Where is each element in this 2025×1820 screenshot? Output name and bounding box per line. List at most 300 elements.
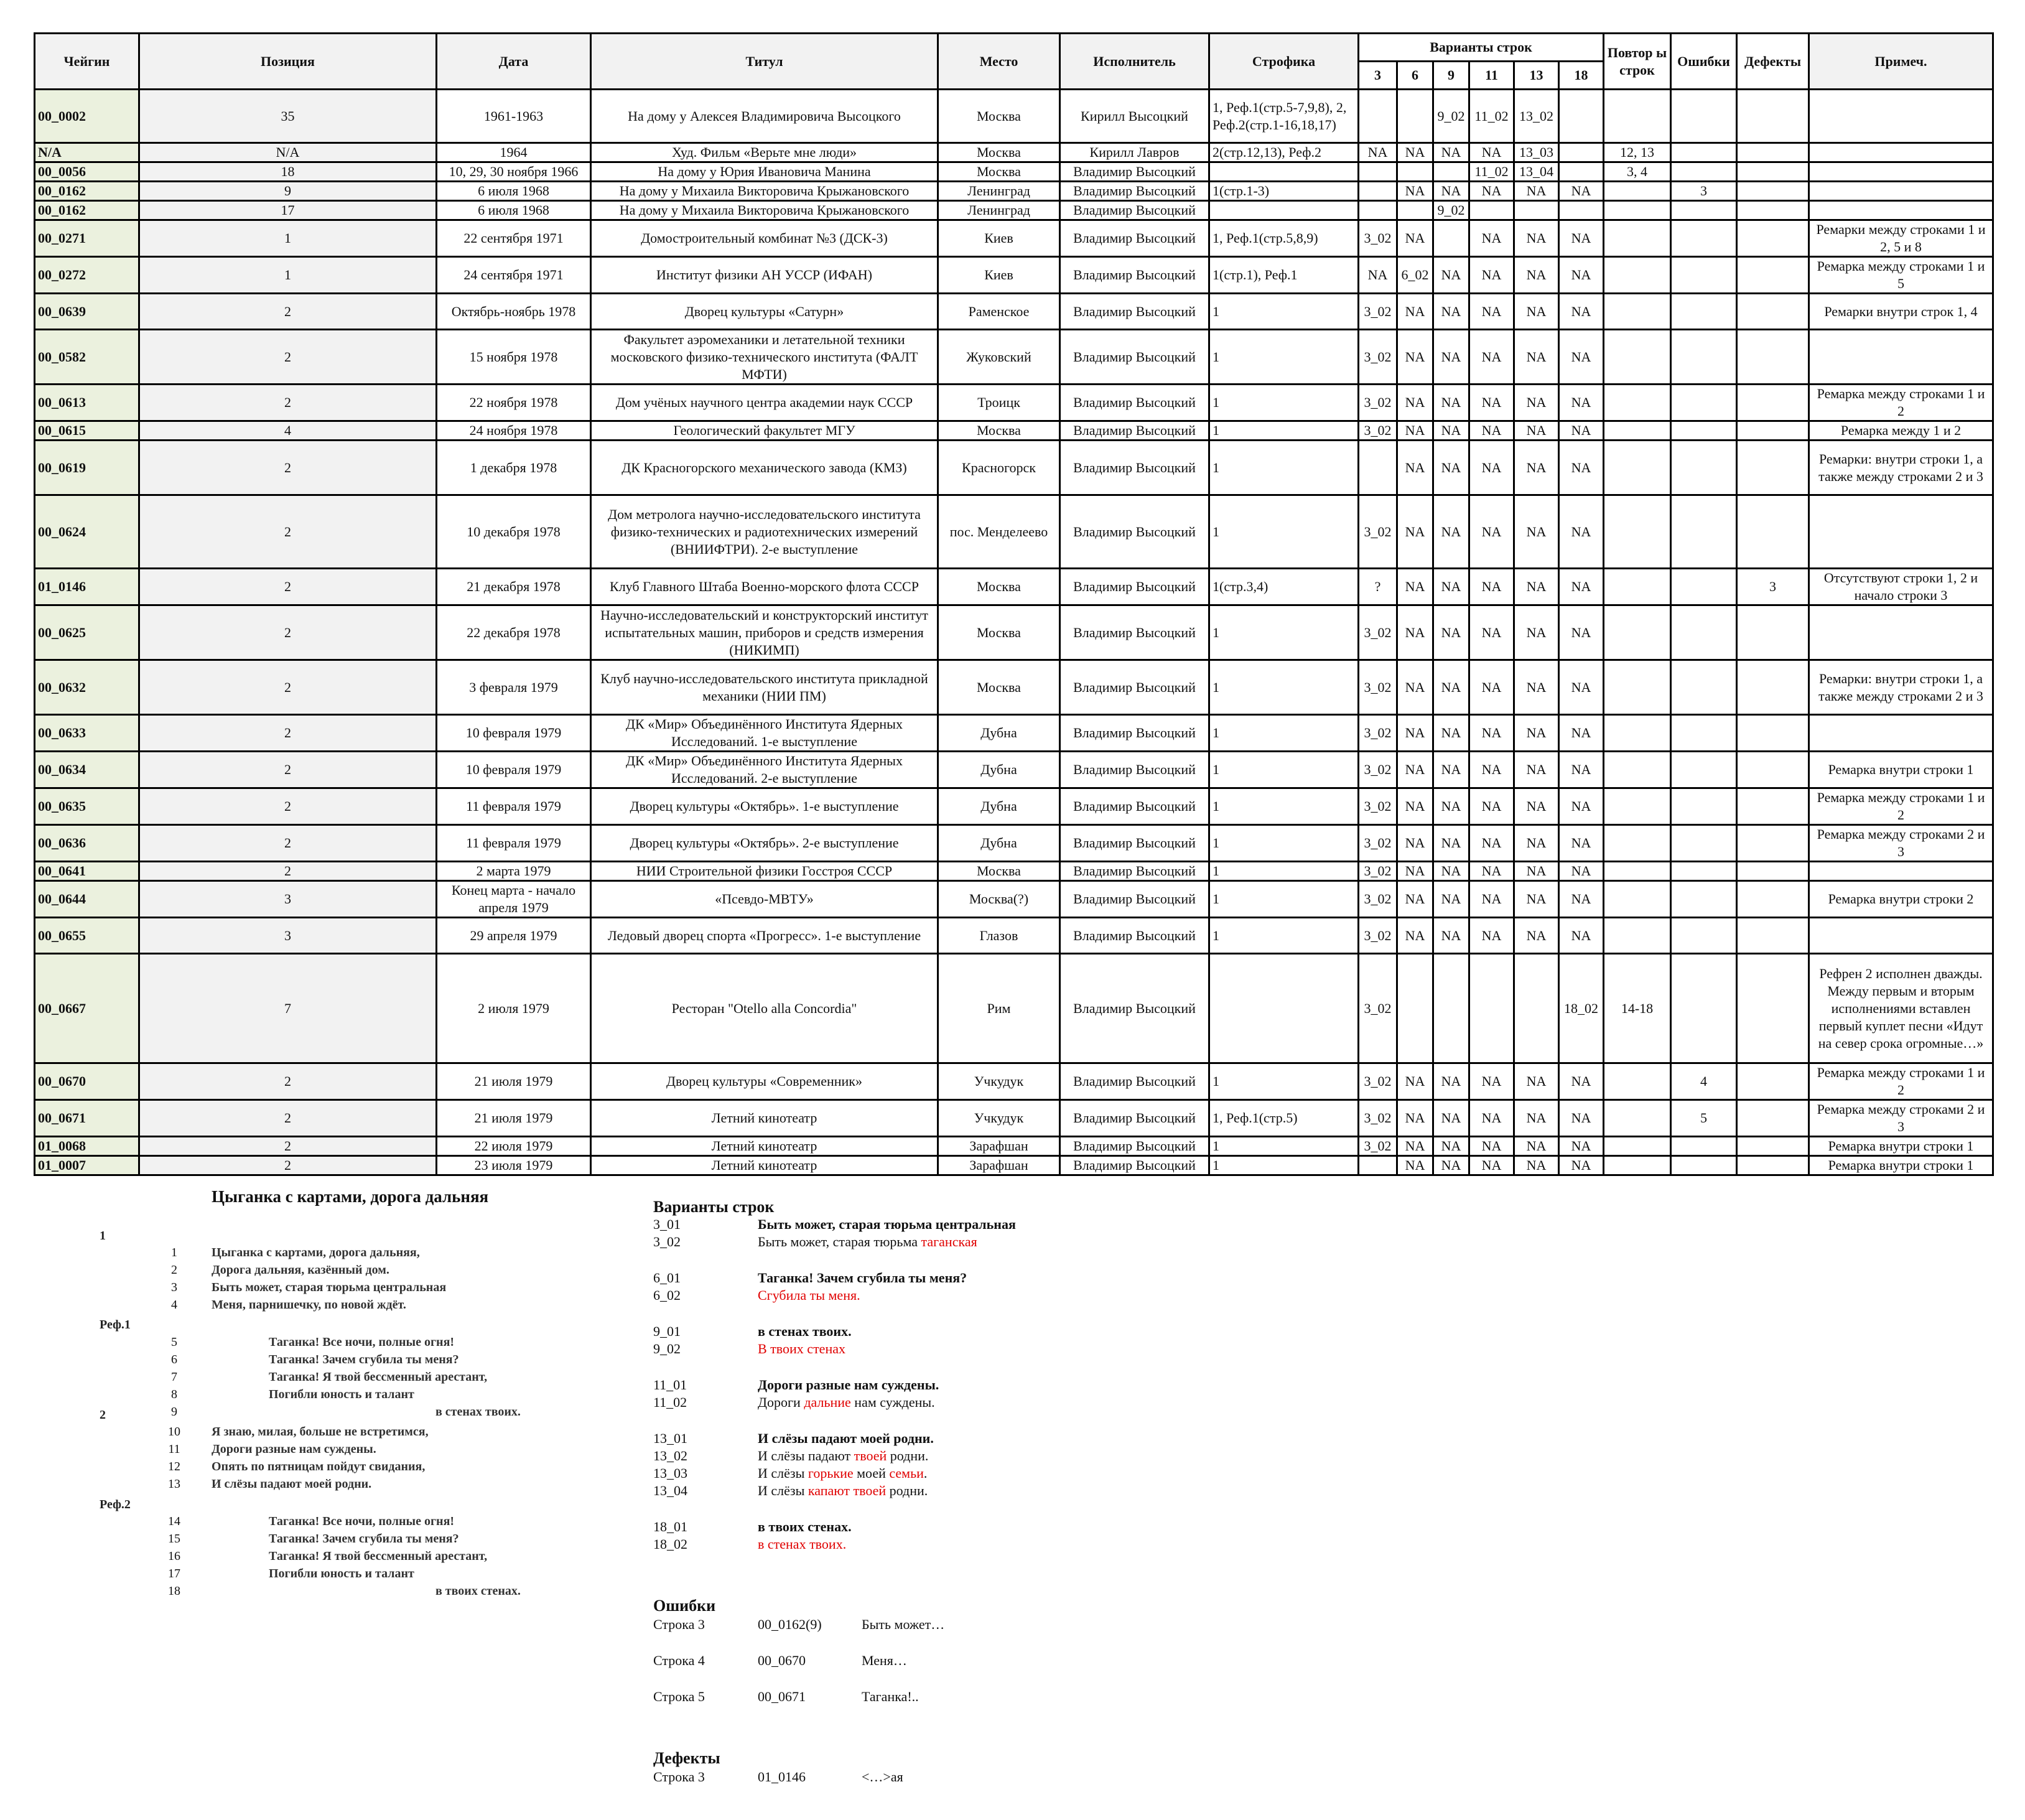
cell-strofika: 1, Реф.1(стр.5) [1209,1100,1359,1137]
cell-place: Раменское [938,294,1060,330]
cell-title: Летний кинотеатр [591,1100,938,1137]
header-place: Место [938,34,1060,90]
cell-title: На дому у Юрия Ивановича Манина [591,162,938,182]
cell-v9: NA [1433,862,1469,881]
cell-v13: 13_02 [1514,90,1559,143]
cell-place: Москва [938,862,1060,881]
cell-v6: NA [1397,569,1433,605]
cell-v18: NA [1559,825,1604,862]
cell-v6: NA [1397,220,1433,257]
lyric-line-number: 17 [168,1567,180,1580]
lyric-line-number: 15 [168,1532,180,1546]
cell-title: Клуб научно-исследовательского института прикладной механики (НИИ ПМ) [591,660,938,715]
cell-defects [1737,1100,1809,1137]
cell-v18: NA [1559,421,1604,441]
cell-repeats [1604,605,1671,660]
variant-id: 11_01 [653,1377,687,1393]
stanza-label: 1 [100,1229,106,1243]
cell-position: 2 [139,441,437,495]
variant-id: 11_02 [653,1394,687,1410]
cell-place: Москва(?) [938,881,1060,918]
cell-repeats [1604,495,1671,569]
cell-v11 [1469,201,1514,220]
cell-place: Зарафшан [938,1137,1060,1156]
cell-v6 [1397,90,1433,143]
cell-v13: NA [1514,421,1559,441]
lyric-line-text: Быть может, старая тюрьма центральная [212,1281,447,1294]
cell-v3: 3_02 [1359,918,1397,954]
cell-place: Москва [938,90,1060,143]
lyric-line-text: Таганка! Все ночи, полные огня! [269,1335,455,1349]
list-line-label: Строка 3 [653,1617,705,1632]
lyric-line-number: 11 [168,1442,180,1456]
cell-position: 2 [139,825,437,862]
cell-defects [1737,715,1809,752]
cell-v9: NA [1433,385,1469,421]
cell-v3 [1359,162,1397,182]
cell-title: Летний кинотеатр [591,1156,938,1175]
cell-strofika: 1 [1209,385,1359,421]
cell-v13: NA [1514,918,1559,954]
cell-date: 15 ноября 1978 [437,330,591,385]
cell-position: 4 [139,421,437,441]
cell-strofika: 1 [1209,1156,1359,1175]
cell-repeats: 12, 13 [1604,143,1671,162]
cell-repeats [1604,330,1671,385]
cell-defects [1737,257,1809,294]
table-row [35,90,1993,143]
cell-strofika [1209,954,1359,1063]
cell-v3: 3_02 [1359,330,1397,385]
lyric-line-number: 4 [171,1298,177,1312]
lyric-line-number: 7 [171,1370,177,1384]
header-v6: 6 [1397,62,1433,90]
cell-repeats [1604,881,1671,918]
cell-date: 22 июля 1979 [437,1137,591,1156]
table-row [35,182,1993,201]
cell-errors [1671,1137,1737,1156]
cell-v13: NA [1514,257,1559,294]
cell-repeats [1604,788,1671,825]
cell-notes: Ремарка между 1 и 2 [1809,421,1993,441]
cell-notes [1809,182,1993,201]
cell-v9: NA [1433,182,1469,201]
list-line-label: Строка 3 [653,1769,705,1785]
cell-callsign: 00_0670 [35,1063,139,1100]
cell-errors [1671,825,1737,862]
cell-v13: NA [1514,385,1559,421]
cell-v11: NA [1469,257,1514,294]
header-notes: Примеч. [1809,34,1993,90]
header-date: Дата [437,34,591,90]
cell-v3: 3_02 [1359,954,1397,1063]
cell-performer: Кирилл Лавров [1060,143,1209,162]
cell-v9 [1433,162,1469,182]
cell-date: 1961-1963 [437,90,591,143]
lyric-line-text: Цыганка с картами, дорога дальняя, [212,1246,420,1259]
cell-v11: NA [1469,330,1514,385]
cell-position: 7 [139,954,437,1063]
cell-v9: NA [1433,1156,1469,1175]
cell-notes [1809,90,1993,143]
cell-defects: 3 [1737,569,1809,605]
cell-position: 3 [139,881,437,918]
cell-notes: Ремарка между строками 1 и 5 [1809,257,1993,294]
cell-notes: Рефрен 2 исполнен дважды. Между первым и вторым исполнениями вставлен первый куплет песни «Идут на север срока огромные…» [1809,954,1993,1063]
lyric-line-number: 5 [171,1335,177,1349]
cell-v6: NA [1397,660,1433,715]
cell-v9: NA [1433,569,1469,605]
variant-id: 13_04 [653,1483,687,1498]
cell-performer: Кирилл Высоцкий [1060,90,1209,143]
cell-v18: NA [1559,441,1604,495]
table-row [35,752,1993,788]
variant-id: 3_02 [653,1234,681,1249]
cell-date: Октябрь-ноябрь 1978 [437,294,591,330]
header-callsign: Чейгин [35,34,139,90]
header-strofika: Строфика [1209,34,1359,90]
cell-notes: Ремарки: внутри строки 1, а также между строками 2 и 3 [1809,660,1993,715]
cell-defects [1737,918,1809,954]
cell-errors [1671,257,1737,294]
cell-callsign: 00_0002 [35,90,139,143]
cell-callsign: 00_0625 [35,605,139,660]
table-row [35,1100,1993,1137]
cell-position: 17 [139,201,437,220]
cell-performer: Владимир Высоцкий [1060,660,1209,715]
cell-performer: Владимир Высоцкий [1060,1100,1209,1137]
cell-errors [1671,881,1737,918]
cell-errors [1671,715,1737,752]
cell-v9: NA [1433,605,1469,660]
cell-v18: NA [1559,881,1604,918]
table-row [35,788,1993,825]
cell-title: На дому у Михаила Викторовича Крыжановского [591,182,938,201]
cell-strofika: 1 [1209,1063,1359,1100]
cell-place: Ленинград [938,182,1060,201]
stanza-label: Реф.2 [100,1498,131,1511]
cell-errors [1671,441,1737,495]
cell-place: Москва [938,660,1060,715]
table-row [35,162,1993,182]
table-row [35,715,1993,752]
table-row [35,1063,1993,1100]
cell-position: 2 [139,569,437,605]
cell-v18: NA [1559,257,1604,294]
variant-text: Быть может, старая тюрьма таганская [758,1234,977,1249]
cell-v18 [1559,143,1604,162]
table-row [35,441,1993,495]
cell-v11: NA [1469,605,1514,660]
cell-errors [1671,201,1737,220]
cell-v9: NA [1433,788,1469,825]
cell-v18: NA [1559,182,1604,201]
list-callsign: 01_0146 [758,1769,806,1785]
cell-strofika: 2(стр.12,13), Реф.2 [1209,143,1359,162]
cell-date: 3 февраля 1979 [437,660,591,715]
cell-title: ДК Красногорского механического завода (КМЗ) [591,441,938,495]
cell-date: 22 ноября 1978 [437,385,591,421]
table-row [35,330,1993,385]
cell-notes [1809,143,1993,162]
cell-v9: 9_02 [1433,201,1469,220]
variant-text: Сгубила ты меня. [758,1287,860,1303]
cell-repeats [1604,1156,1671,1175]
cell-position: 3 [139,918,437,954]
header-errors: Ошибки [1671,34,1737,90]
lyric-line-text: Таганка! Я твой бессменный арестант, [269,1370,488,1384]
cell-position: 2 [139,752,437,788]
cell-v18: NA [1559,605,1604,660]
cell-title: Летний кинотеатр [591,1137,938,1156]
cell-v18: NA [1559,330,1604,385]
cell-v18: 18_02 [1559,954,1604,1063]
cell-errors [1671,421,1737,441]
list-callsign: 00_0671 [758,1689,806,1704]
lyric-line-text: в твоих стенах. [435,1584,521,1598]
cell-v3: 3_02 [1359,605,1397,660]
cell-errors [1671,294,1737,330]
cell-v11: NA [1469,1100,1514,1137]
cell-position: 2 [139,385,437,421]
lyric-line-text: Опять по пятницам пойдут свидания, [212,1460,426,1473]
cell-v9 [1433,954,1469,1063]
cell-place: Москва [938,421,1060,441]
table-row [35,143,1993,162]
cell-place: Дубна [938,752,1060,788]
cell-defects [1737,1137,1809,1156]
cell-strofika: 1 [1209,1137,1359,1156]
cell-notes [1809,201,1993,220]
cell-notes: Ремарка между строками 1 и 2 [1809,1063,1993,1100]
cell-notes [1809,495,1993,569]
cell-place: Жуковский [938,330,1060,385]
lyric-line-text: Дорога дальняя, казённый дом. [212,1263,389,1277]
lyric-line-number: 14 [168,1514,180,1528]
cell-position: 9 [139,182,437,201]
table-row [35,918,1993,954]
cell-position: 2 [139,715,437,752]
cell-strofika: 1(стр.1), Реф.1 [1209,257,1359,294]
cell-errors [1671,495,1737,569]
cell-notes: Ремарка между строками 2 и 3 [1809,1100,1993,1137]
cell-date: 21 декабря 1978 [437,569,591,605]
cell-title: Дворец культуры «Октябрь». 2-е выступление [591,825,938,862]
cell-errors [1671,954,1737,1063]
cell-v11: 11_02 [1469,90,1514,143]
cell-title: Дворец культуры «Сатурн» [591,294,938,330]
variants-title: Варианты строк [653,1198,775,1216]
cell-performer: Владимир Высоцкий [1060,825,1209,862]
lyric-line-number: 2 [171,1263,177,1277]
cell-title: Дом метролога научно-исследовательского института физико-технических и радиотехнических измерений (ВНИИФТРИ). 2-е выступление [591,495,938,569]
cell-notes [1809,715,1993,752]
list-line-label: Строка 5 [653,1689,705,1704]
cell-title: Домостроительный комбинат №3 (ДСК-3) [591,220,938,257]
cell-v11: NA [1469,918,1514,954]
cell-errors [1671,605,1737,660]
cell-errors [1671,385,1737,421]
cell-notes: Ремарка внутри строки 1 [1809,1156,1993,1175]
cell-v11: NA [1469,1137,1514,1156]
cell-callsign: 01_0146 [35,569,139,605]
cell-place: пос. Менделеево [938,495,1060,569]
cell-title: На дому у Алексея Владимировича Высоцкого [591,90,938,143]
cell-errors [1671,330,1737,385]
cell-position: 35 [139,90,437,143]
header-title: Титул [591,34,938,90]
cell-v13: NA [1514,660,1559,715]
cell-v6: NA [1397,752,1433,788]
cell-repeats [1604,441,1671,495]
header-position: Позиция [139,34,437,90]
cell-callsign: 00_0162 [35,182,139,201]
cell-defects [1737,143,1809,162]
cell-v11: NA [1469,715,1514,752]
cell-errors [1671,569,1737,605]
cell-errors [1671,90,1737,143]
cell-performer: Владимир Высоцкий [1060,881,1209,918]
header-v13: 13 [1514,62,1559,90]
cell-repeats [1604,1100,1671,1137]
list-line-label: Строка 4 [653,1653,705,1668]
cell-v13 [1514,954,1559,1063]
cell-repeats [1604,660,1671,715]
variant-id: 3_01 [653,1216,681,1232]
cell-v18: NA [1559,752,1604,788]
cell-repeats [1604,752,1671,788]
cell-v13: NA [1514,1100,1559,1137]
cell-v6: NA [1397,918,1433,954]
cell-strofika: 1, Реф.1(стр.5-7,9,8), 2, Реф.2(стр.1-16,18,17) [1209,90,1359,143]
cell-performer: Владимир Высоцкий [1060,954,1209,1063]
cell-v11: 11_02 [1469,162,1514,182]
cell-date: 21 июля 1979 [437,1100,591,1137]
variant-text: И слёзы горькие моей семьи. [758,1465,928,1481]
list-excerpt: Таганка!.. [862,1689,919,1704]
cell-strofika: 1, Реф.1(стр.5,8,9) [1209,220,1359,257]
cell-v3: 3_02 [1359,385,1397,421]
cell-date: 11 февраля 1979 [437,788,591,825]
cell-v13: 13_03 [1514,143,1559,162]
lyric-line-number: 12 [168,1460,180,1473]
cell-position: 2 [139,1137,437,1156]
cell-performer: Владимир Высоцкий [1060,715,1209,752]
cell-defects [1737,441,1809,495]
table-row [35,1156,1993,1175]
cell-defects [1737,1156,1809,1175]
cell-v11: NA [1469,752,1514,788]
cell-performer: Владимир Высоцкий [1060,294,1209,330]
list-callsign: 00_0162(9) [758,1617,822,1632]
cell-position: 2 [139,1156,437,1175]
cell-v6: NA [1397,715,1433,752]
cell-place: Москва [938,162,1060,182]
cell-performer: Владимир Высоцкий [1060,201,1209,220]
variant-text: И слёзы капают твоей родни. [758,1483,928,1498]
cell-v18 [1559,90,1604,143]
table-row [35,257,1993,294]
cell-v18: NA [1559,918,1604,954]
cell-position: N/A [139,143,437,162]
cell-v13: NA [1514,715,1559,752]
cell-v6 [1397,954,1433,1063]
cell-v6: NA [1397,1063,1433,1100]
cell-title: Дворец культуры «Октябрь». 1-е выступление [591,788,938,825]
cell-v3 [1359,182,1397,201]
header-performer: Исполнитель [1060,34,1209,90]
cell-v6: NA [1397,495,1433,569]
cell-v18: NA [1559,569,1604,605]
recordings-table [34,32,1994,1176]
lyric-line-number: 8 [171,1388,177,1401]
cell-strofika: 1 [1209,752,1359,788]
cell-v3: 3_02 [1359,421,1397,441]
cell-v13: NA [1514,1063,1559,1100]
lyric-line-text: Я знаю, милая, больше не встретимся, [212,1425,429,1439]
cell-defects [1737,495,1809,569]
cell-v18 [1559,162,1604,182]
cell-place: Киев [938,257,1060,294]
cell-errors: 5 [1671,1100,1737,1137]
cell-performer: Владимир Высоцкий [1060,441,1209,495]
cell-v3: NA [1359,257,1397,294]
cell-strofika: 1 [1209,881,1359,918]
cell-date: 24 сентября 1971 [437,257,591,294]
cell-v3: 3_02 [1359,660,1397,715]
lyric-line-text: Таганка! Я твой бессменный арестант, [269,1549,488,1563]
cell-strofika: 1 [1209,441,1359,495]
cell-date: 6 июля 1968 [437,182,591,201]
cell-strofika: 1 [1209,788,1359,825]
lyric-line-number: 10 [168,1425,180,1439]
lyric-line-text: Таганка! Зачем сгубила ты меня? [269,1353,459,1366]
cell-v3: 3_02 [1359,294,1397,330]
cell-performer: Владимир Высоцкий [1060,162,1209,182]
cell-v11: NA [1469,294,1514,330]
table-row [35,495,1993,569]
cell-v6: 6_02 [1397,257,1433,294]
cell-title: Худ. Фильм «Верьте мне люди» [591,143,938,162]
cell-v3: 3_02 [1359,495,1397,569]
cell-v9: NA [1433,294,1469,330]
cell-v9: NA [1433,441,1469,495]
cell-notes [1809,330,1993,385]
cell-date: 1 декабря 1978 [437,441,591,495]
cell-place: Москва [938,569,1060,605]
cell-place: Учкудук [938,1063,1060,1100]
variant-text: Дороги разные нам суждены. [758,1377,939,1393]
cell-callsign: 00_0632 [35,660,139,715]
cell-date: 2 июля 1979 [437,954,591,1063]
cell-v18: NA [1559,715,1604,752]
cell-v18 [1559,201,1604,220]
cell-v13: NA [1514,881,1559,918]
lyric-line-text: Таганка! Все ночи, полные огня! [269,1514,455,1528]
cell-v11: NA [1469,1063,1514,1100]
cell-place: Киев [938,220,1060,257]
cell-performer: Владимир Высоцкий [1060,605,1209,660]
table-header [35,34,1993,90]
cell-v11: NA [1469,143,1514,162]
cell-v3: 3_02 [1359,1137,1397,1156]
cell-v6 [1397,162,1433,182]
cell-v9: 9_02 [1433,90,1469,143]
list-excerpt: <…>ая [862,1769,903,1785]
cell-performer: Владимир Высоцкий [1060,1137,1209,1156]
cell-repeats [1604,385,1671,421]
lyric-line-text: Дороги разные нам суждены. [212,1442,376,1456]
